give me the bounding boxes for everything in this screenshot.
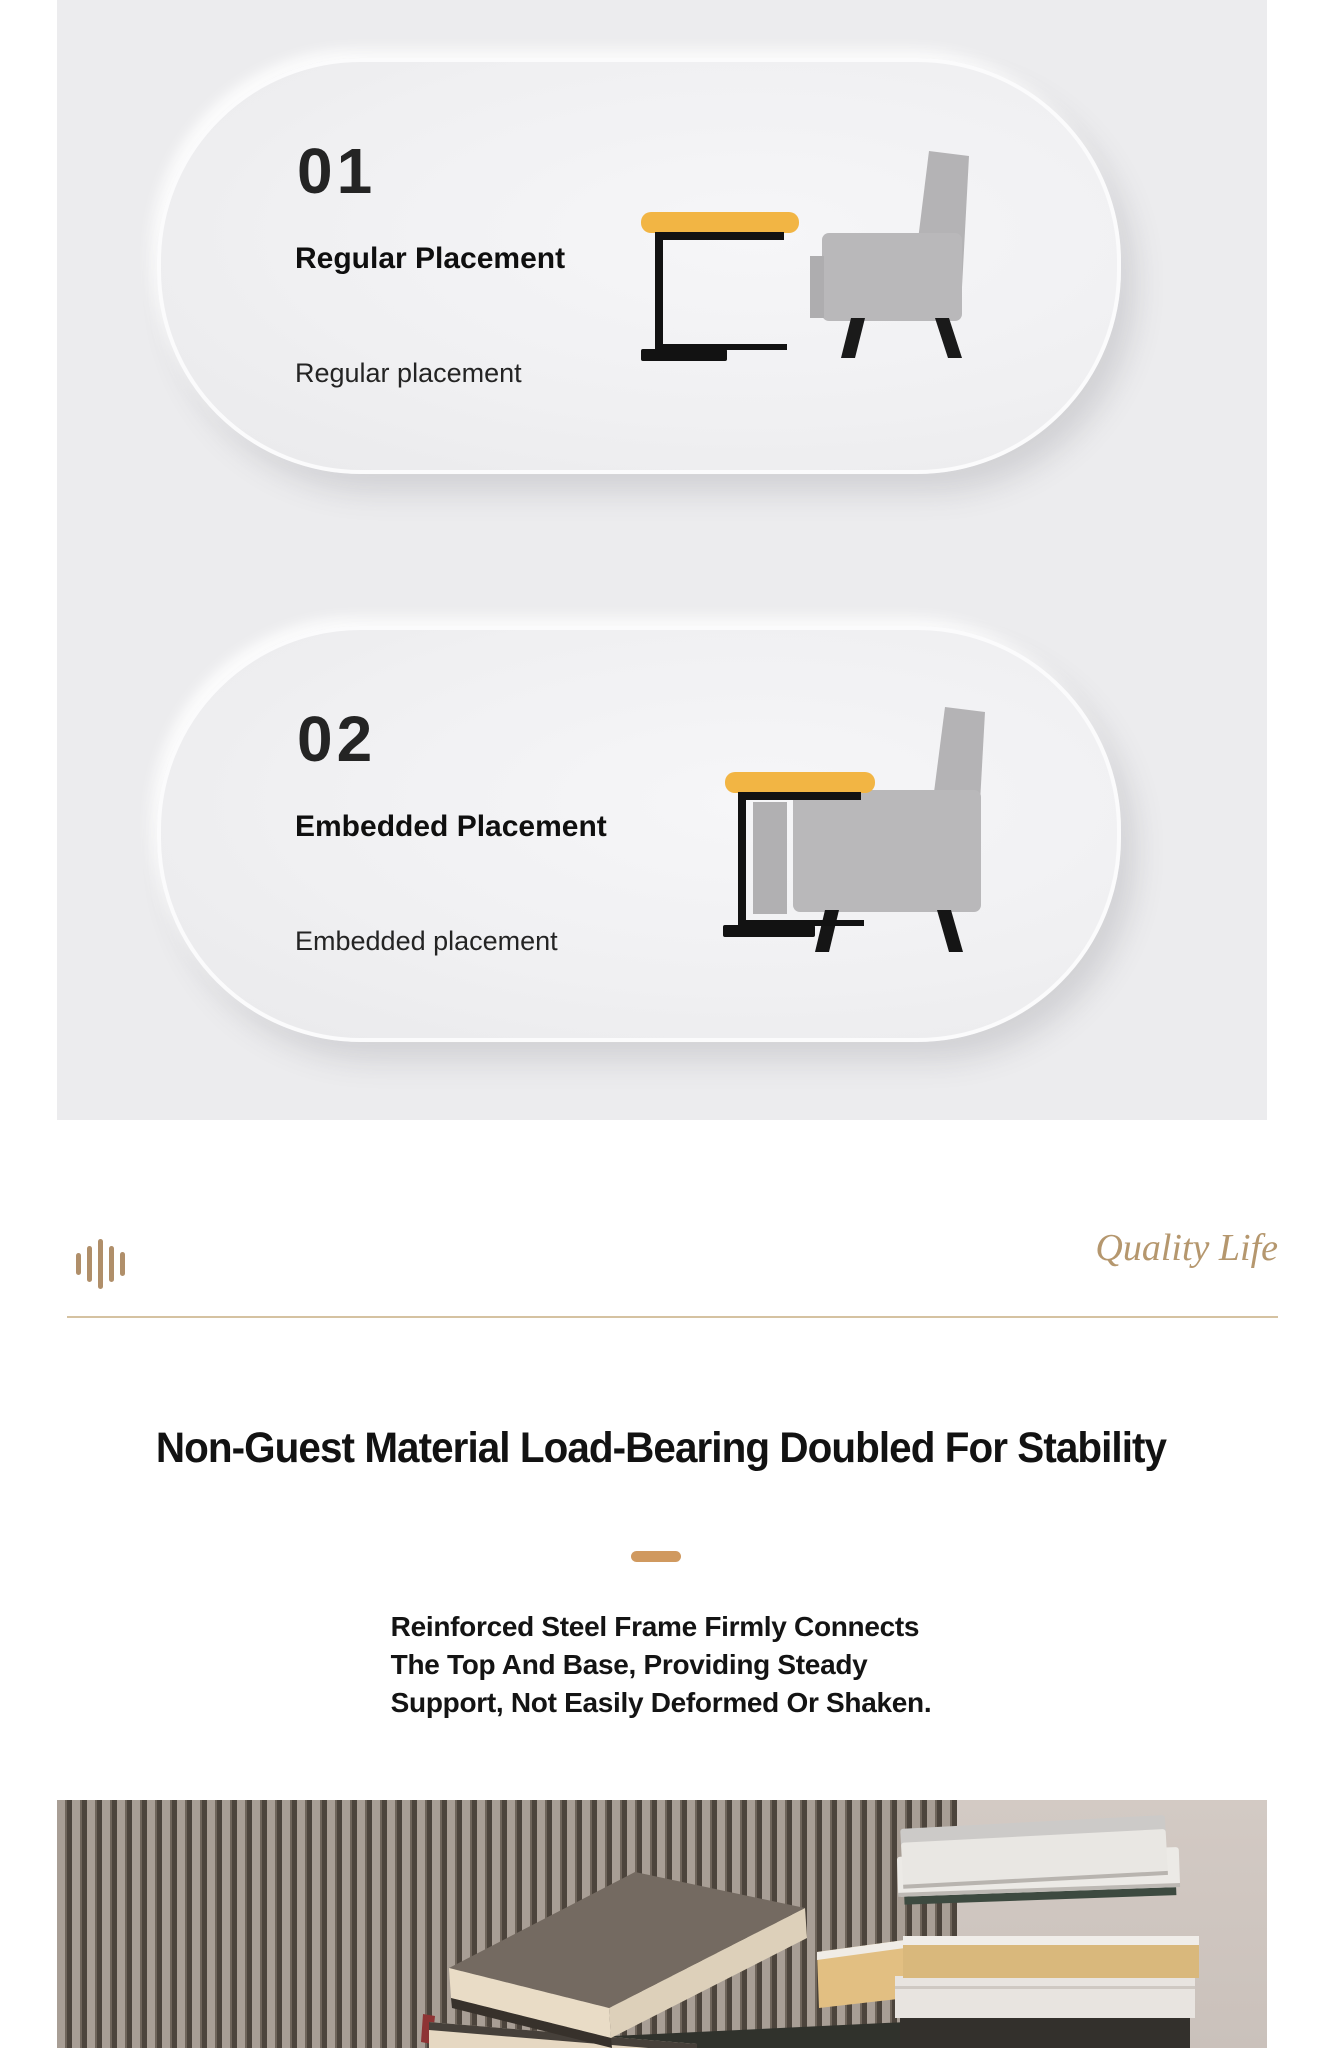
card-subtitle: Embedded placement [295, 926, 558, 956]
description-line: Support, Not Easily Deformed Or Shaken. [390, 1687, 932, 1718]
description-line: Reinforced Steel Frame Firmly Connects [390, 1611, 920, 1642]
side-table-icon [641, 212, 799, 361]
divider-line [67, 1316, 1278, 1318]
card-subtitle: Regular placement [295, 358, 522, 388]
feature-description [0, 1608, 1322, 1722]
card-number: 02 [297, 703, 377, 775]
card-title: Regular Placement [295, 242, 566, 275]
equalizer-bars-icon [76, 1236, 134, 1292]
stacked-books-illustration [57, 1800, 1267, 2048]
armchair-icon [810, 151, 969, 358]
card-title: Embedded Placement [295, 810, 607, 843]
placement-card-regular [157, 58, 1121, 474]
description-line: The Top And Base, Providing Steady [390, 1649, 868, 1680]
card-number: 01 [297, 135, 377, 207]
side-table-beside-armchair-icon [639, 148, 1019, 363]
side-table-embedded-armchair-icon [705, 702, 1035, 982]
accent-dash [631, 1551, 681, 1562]
armchair-icon [753, 707, 985, 952]
placement-options-panel [57, 0, 1267, 1120]
feature-heading: Non-Guest Material Load-Bearing Doubled For Stability [155, 1424, 1167, 1472]
brand-tagline: Quality Life [1095, 1227, 1278, 1269]
placement-card-embedded [157, 626, 1121, 1042]
books-on-table-photo [57, 1800, 1267, 2048]
